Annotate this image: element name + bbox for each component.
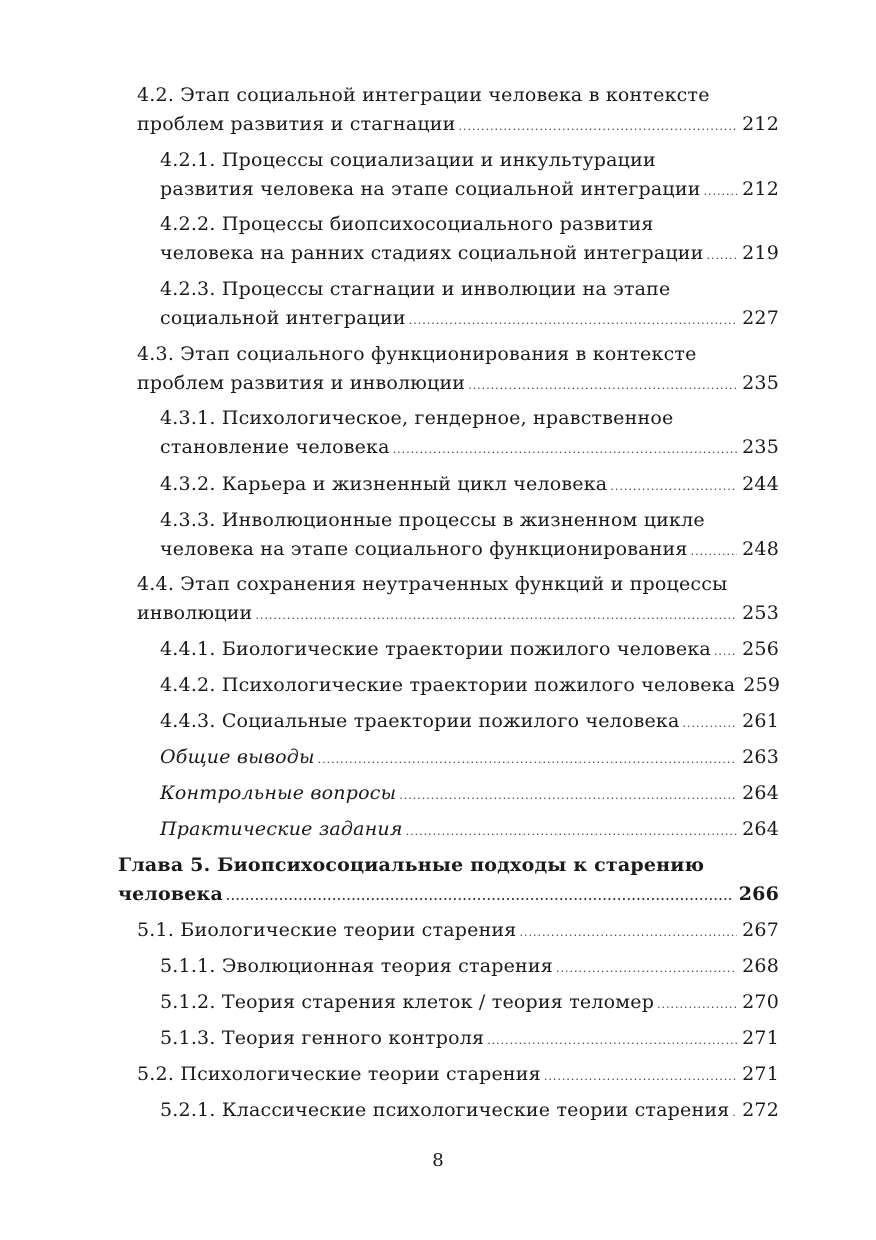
dot-leader xyxy=(610,472,737,501)
toc-entry[interactable] xyxy=(160,635,779,666)
toc-entry-title-line: Контрольные вопросы xyxy=(160,782,397,804)
dot-leader xyxy=(707,241,738,270)
toc-entry-title-line: 4.2. Этап социальной интеграции человека в контексте xyxy=(137,84,710,106)
toc-entry[interactable] xyxy=(160,506,779,566)
toc-entry-title-line: 4.2.3. Процессы стагнации и инволюции на этапе xyxy=(160,278,671,300)
toc-chapter-entry[interactable] xyxy=(118,851,779,911)
dot-leader xyxy=(399,781,737,810)
toc-entry[interactable] xyxy=(160,671,779,702)
toc-page-number: 259 xyxy=(743,674,781,696)
toc-entry-title-line: проблем развития и стагнации xyxy=(137,113,456,135)
toc-page-number: 272 xyxy=(742,1099,779,1121)
toc-entry[interactable] xyxy=(160,815,779,846)
toc-entry-title-line: 4.3.2. Карьера и жизненный цикл человека xyxy=(160,473,608,495)
toc-entry[interactable] xyxy=(137,1060,779,1091)
toc-entry[interactable] xyxy=(160,707,779,738)
toc-entry-title-line: становление человека xyxy=(160,436,390,458)
toc-entry-title-line: 4.4.2. Психологические траектории пожилого человека xyxy=(160,674,736,696)
toc-entry-title-line: развития человека на этапе социальной интеграции xyxy=(160,178,701,200)
dot-leader xyxy=(657,990,737,1019)
dot-leader xyxy=(318,745,737,774)
toc-entry-title-line: 5.2. Психологические теории старения xyxy=(137,1063,541,1085)
toc-page-number: 256 xyxy=(742,638,779,660)
toc-entry[interactable] xyxy=(160,988,779,1019)
toc-entry-title-line: человека xyxy=(118,883,223,905)
page-number: 8 xyxy=(432,1150,444,1171)
toc-entry[interactable] xyxy=(137,916,779,947)
dot-leader xyxy=(683,709,738,738)
toc-entry[interactable] xyxy=(160,779,779,810)
toc-page-number: 271 xyxy=(742,1027,779,1049)
toc-page-number: 264 xyxy=(742,818,779,840)
toc-page-number: 271 xyxy=(742,1063,779,1085)
toc-entry-title-line: 5.1.2. Теория старения клеток / теория теломер xyxy=(160,991,655,1013)
toc-page-number: 219 xyxy=(742,242,779,264)
toc-entry[interactable] xyxy=(160,470,779,501)
toc-page-number: 270 xyxy=(742,991,779,1013)
dot-leader xyxy=(409,306,737,335)
dot-leader xyxy=(714,637,737,666)
toc-entry-title-line: Глава 5. Биопсихосоциальные подходы к старению xyxy=(118,854,705,876)
toc-entry-title-line: социальной интеграции xyxy=(160,307,406,329)
toc-page-number: 235 xyxy=(742,372,779,394)
toc-page-number: 212 xyxy=(742,113,779,135)
toc-entry-title-line: Практические задания xyxy=(160,818,403,840)
toc-page-number: 268 xyxy=(742,955,779,977)
dot-leader xyxy=(704,177,738,206)
dot-leader xyxy=(691,537,738,566)
dot-leader xyxy=(487,1026,737,1055)
toc-entry-title-line: человека на ранних стадиях социальной интеграции xyxy=(160,242,704,264)
toc-entry[interactable] xyxy=(137,570,779,630)
toc-entry-title-line: 5.1. Биологические теории старения xyxy=(137,919,517,941)
toc-entry[interactable] xyxy=(160,275,779,335)
dot-leader xyxy=(226,882,734,911)
toc-page-number: 253 xyxy=(742,602,779,624)
toc-entry-title-line: проблем развития и инволюции xyxy=(137,372,466,394)
dot-leader xyxy=(468,371,737,400)
toc-page-number: 244 xyxy=(742,473,779,495)
toc-entry[interactable] xyxy=(160,743,779,774)
toc-page-number: 263 xyxy=(742,746,779,768)
dot-leader xyxy=(519,918,737,947)
toc-entry-title-line: 4.4. Этап сохранения неутраченных функций и процессы xyxy=(137,573,728,595)
toc-page-number: 261 xyxy=(742,710,779,732)
dot-leader xyxy=(732,1098,737,1127)
toc-entry[interactable] xyxy=(160,952,779,983)
toc-page-number: 264 xyxy=(742,782,779,804)
toc-entry[interactable] xyxy=(137,340,779,400)
toc-page-number: 248 xyxy=(742,538,779,560)
toc-entry[interactable] xyxy=(160,1024,779,1055)
dot-leader xyxy=(406,817,738,846)
dot-leader xyxy=(556,954,737,983)
toc-entry-title-line: 4.3.3. Инволюционные процессы в жизненном цикле xyxy=(160,509,705,531)
toc-entry[interactable] xyxy=(137,81,779,141)
dot-leader xyxy=(544,1062,737,1091)
toc-entry[interactable] xyxy=(160,146,779,206)
toc-page-number: 267 xyxy=(742,919,779,941)
toc-entry-title-line: 5.2.1. Классические психологические теории старения xyxy=(160,1099,730,1121)
toc-entry-title-line: 4.3.1. Психологическое, гендерное, нравственное xyxy=(160,407,674,429)
toc-page-number: 266 xyxy=(738,883,779,905)
toc-entry-title-line: 5.1.1. Эволюционная теория старения xyxy=(160,955,553,977)
toc-entry[interactable] xyxy=(160,210,779,270)
toc-entry-title-line: 4.2.1. Процессы социализации и инкультурации xyxy=(160,149,656,171)
toc-entry-title-line: 4.4.1. Биологические траектории пожилого человека xyxy=(160,638,711,660)
toc-entry-title-line: 4.3. Этап социального функционирования в контексте xyxy=(137,343,697,365)
toc-entry[interactable] xyxy=(160,404,779,464)
toc-page-number: 212 xyxy=(742,178,779,200)
toc-entry[interactable] xyxy=(160,1096,779,1127)
toc-page-number: 227 xyxy=(742,307,779,329)
toc-entry-title-line: человека на этапе социального функционирования xyxy=(160,538,688,560)
toc-entry-title-line: 4.4.3. Социальные траектории пожилого человека xyxy=(160,710,680,732)
dot-leader xyxy=(255,601,737,630)
dot-leader xyxy=(459,112,738,141)
toc-entry-title-line: 5.1.3. Теория генного контроля xyxy=(160,1027,485,1049)
toc-entry-title-line: инволюции xyxy=(137,602,253,624)
toc-entry-title-line: 4.2.2. Процессы биопсихосоциального развития xyxy=(160,213,654,235)
toc-page-number: 235 xyxy=(742,436,779,458)
toc-entry-title-line: Общие выводы xyxy=(160,746,315,768)
dot-leader xyxy=(393,435,737,464)
